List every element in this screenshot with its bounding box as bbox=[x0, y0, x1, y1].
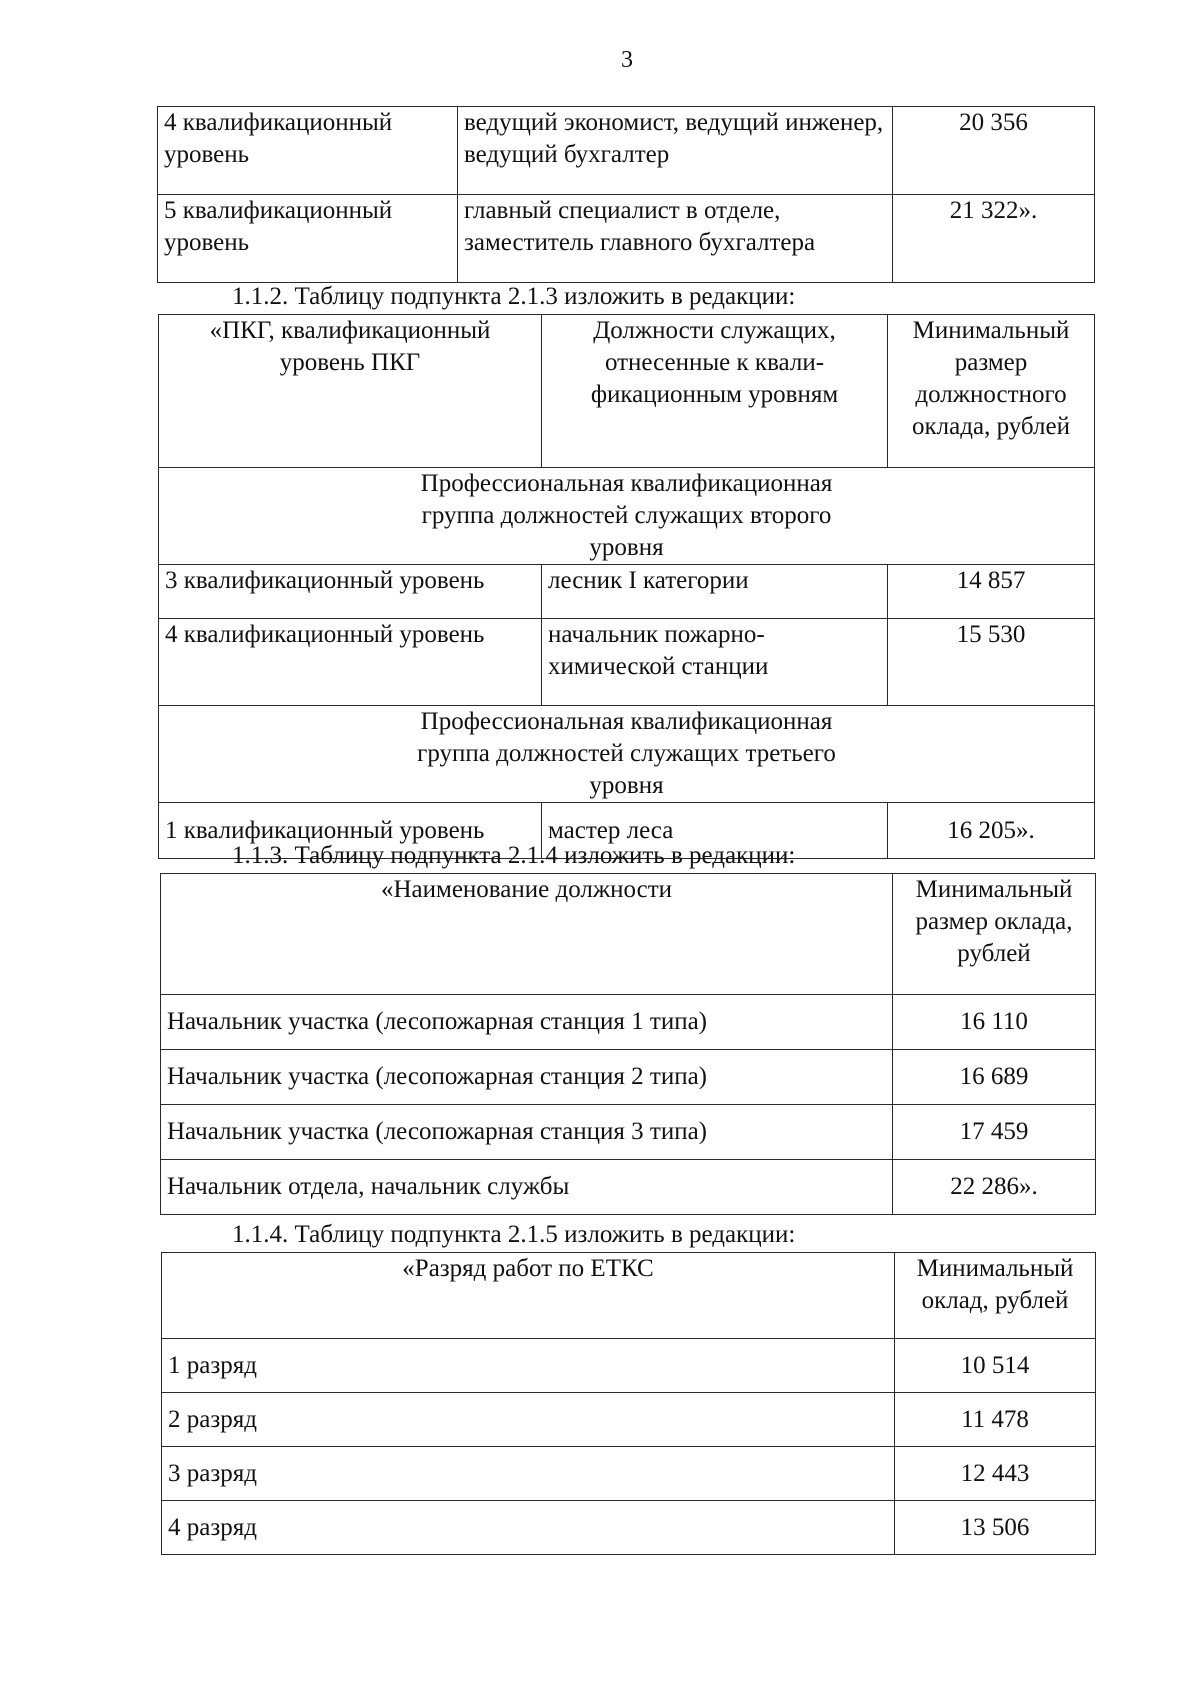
grade-cell: 2 разряд bbox=[162, 1393, 895, 1447]
group-row bbox=[159, 468, 1095, 565]
group-row bbox=[159, 706, 1095, 803]
header-positions: Должности служащих, отнесенные к квали-фикационным уровням bbox=[542, 315, 888, 468]
salary-cell: 16 205». bbox=[888, 803, 1095, 859]
level-cell: 3 квалификационный уровень bbox=[159, 565, 542, 619]
level-cell: 4 квалификационный уровень bbox=[159, 619, 542, 706]
salary-cell: 16 689 bbox=[893, 1050, 1096, 1105]
level-cell: 1 квалификационный уровень bbox=[159, 803, 542, 859]
section-caption: 1.1.2. Таблицу подпункта 2.1.3 изложить в редакции: bbox=[232, 283, 796, 310]
pkg-salary-table bbox=[158, 314, 1095, 859]
position-cell: Начальник отдела, начальник службы bbox=[161, 1160, 893, 1215]
salary-cell: 15 530 bbox=[888, 619, 1095, 706]
position-cell: Начальник участка (лесопожарная станция 3 типа) bbox=[161, 1105, 893, 1160]
section-caption: 1.1.3. Таблицу подпункта 2.1.4 изложить в редакции: bbox=[232, 842, 796, 869]
table-row bbox=[159, 619, 1095, 706]
table-row bbox=[162, 1501, 1096, 1555]
level-cell: 4 квалификационный уровень bbox=[158, 107, 458, 195]
table-row bbox=[159, 565, 1095, 619]
table-row bbox=[162, 1339, 1096, 1393]
salary-cell: 16 110 bbox=[893, 995, 1096, 1050]
header-etks-grade: «Разряд работ по ЕТКС bbox=[162, 1253, 895, 1339]
header-min-salary: Минимальный размер должностного оклада, рублей bbox=[888, 315, 1095, 468]
salary-cell: 17 459 bbox=[893, 1105, 1096, 1160]
positions-salary-table bbox=[160, 873, 1096, 1215]
salary-cell: 14 857 bbox=[888, 565, 1095, 619]
table-row bbox=[158, 107, 1095, 195]
salary-cell: 11 478 bbox=[895, 1393, 1096, 1447]
positions-cell: начальник пожарно-химической станции bbox=[542, 619, 888, 706]
salary-cell: 21 322». bbox=[893, 195, 1095, 283]
page-number: 3 bbox=[621, 47, 633, 73]
continuation-table bbox=[157, 106, 1095, 283]
positions-cell: мастер леса bbox=[542, 803, 888, 859]
position-cell: Начальник участка (лесопожарная станция 2 типа) bbox=[161, 1050, 893, 1105]
table-row bbox=[161, 1050, 1096, 1105]
etks-grade-table bbox=[161, 1252, 1096, 1555]
level-cell: 5 квалификационный уровень bbox=[158, 195, 458, 283]
table-row bbox=[161, 995, 1096, 1050]
table-row bbox=[161, 1160, 1096, 1215]
section-caption: 1.1.4. Таблицу подпункта 2.1.5 изложить в редакции: bbox=[232, 1221, 796, 1248]
table-row bbox=[158, 195, 1095, 283]
group-title: Профессиональная квалификационная группа должностей служащих второго уровня bbox=[159, 468, 1095, 565]
table-row bbox=[162, 1393, 1096, 1447]
grade-cell: 1 разряд bbox=[162, 1339, 895, 1393]
salary-cell: 12 443 bbox=[895, 1447, 1096, 1501]
table-header-row bbox=[161, 874, 1096, 995]
grade-cell: 4 разряд bbox=[162, 1501, 895, 1555]
salary-cell: 13 506 bbox=[895, 1501, 1096, 1555]
table-header-row bbox=[159, 315, 1095, 468]
grade-cell: 3 разряд bbox=[162, 1447, 895, 1501]
table-row bbox=[161, 1105, 1096, 1160]
positions-cell: ведущий экономист, ведущий инженер, ведущий бухгалтер bbox=[458, 107, 893, 195]
salary-cell: 20 356 bbox=[893, 107, 1095, 195]
positions-cell: лесник I категории bbox=[542, 565, 888, 619]
header-min-salary: Минимальный размер оклада, рублей bbox=[893, 874, 1096, 995]
table-row bbox=[162, 1447, 1096, 1501]
positions-cell: главный специалист в отделе, заместитель главного бухгалтера bbox=[458, 195, 893, 283]
group-title: Профессиональная квалификационная группа должностей служащих третьего уровня bbox=[159, 706, 1095, 803]
position-cell: Начальник участка (лесопожарная станция 1 типа) bbox=[161, 995, 893, 1050]
header-pkg-level: «ПКГ, квалификационный уровень ПКГ bbox=[159, 315, 542, 468]
header-position-name: «Наименование должности bbox=[161, 874, 893, 995]
header-min-salary: Минимальный оклад, рублей bbox=[895, 1253, 1096, 1339]
salary-cell: 10 514 bbox=[895, 1339, 1096, 1393]
table-header-row bbox=[162, 1253, 1096, 1339]
salary-cell: 22 286». bbox=[893, 1160, 1096, 1215]
